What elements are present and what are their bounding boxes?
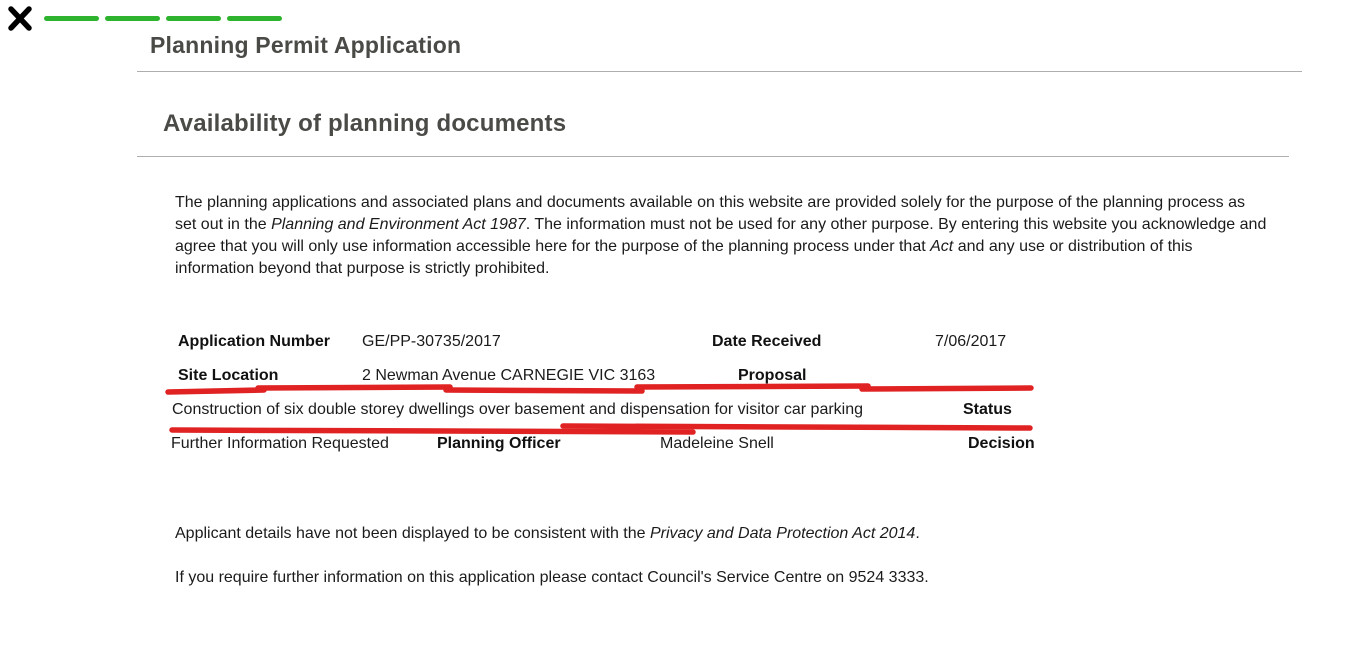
site-location-label: Site Location: [178, 367, 279, 384]
green-dash: [227, 16, 282, 21]
date-received-label: Date Received: [712, 333, 822, 350]
planning-officer-label: Planning Officer: [437, 435, 561, 452]
disclaimer-text: . The information must not be used for any other purpose. By entering this website you acknowledge and agree that you will only use information accessible here for the purpose of the planning process under that: [175, 216, 1267, 255]
green-dash: [105, 16, 160, 21]
green-dash: [44, 16, 99, 21]
planning-officer-value: Madeleine Snell: [660, 435, 774, 452]
privacy-note-text: Applicant details have not been displayed to be consistent with the: [175, 525, 650, 542]
application-number-value: GE/PP-30735/2017: [362, 333, 501, 350]
date-received-value: 7/06/2017: [935, 333, 1007, 350]
section-heading: Availability of planning documents: [163, 110, 567, 137]
close-icon[interactable]: [7, 5, 33, 32]
proposal-label: Proposal: [738, 367, 807, 384]
privacy-note: [175, 525, 920, 543]
privacy-note-text: .: [915, 525, 920, 542]
divider: [137, 156, 1289, 157]
status-value: Further Information Requested: [171, 435, 389, 452]
act-reference-1987: Planning and Environment Act 1987: [271, 216, 526, 233]
green-dash: [166, 16, 221, 21]
proposal-value: Construction of six double storey dwellings over basement and dispensation for visitor car parking: [172, 401, 864, 418]
decision-label: Decision: [968, 435, 1035, 452]
green-dash-indicator: [44, 16, 284, 22]
application-number-label: Application Number: [178, 333, 331, 350]
contact-note: If you require further information on this application please contact Council's Service Centre on 9524 3333.: [175, 569, 929, 586]
act-reference-short: Act: [930, 238, 954, 255]
divider: [137, 71, 1302, 72]
red-underline-annotation-bottom: [172, 426, 1030, 432]
disclaimer-text: and any use or distribution of this information beyond that purpose is strictly prohibited.: [175, 238, 1193, 277]
status-label: Status: [963, 401, 1012, 418]
disclaimer-paragraph: [175, 192, 1270, 280]
privacy-act-reference: Privacy and Data Protection Act 2014: [649, 525, 916, 542]
page-title: Planning Permit Application: [150, 32, 462, 58]
red-underline-annotation-top: [168, 386, 1031, 392]
disclaimer-text: The planning applications and associated plans and documents available on this website are provided solely for the purpose of the planning process as set out in the: [175, 194, 1246, 233]
site-location-value: 2 Newman Avenue CARNEGIE VIC 3163: [362, 367, 656, 384]
